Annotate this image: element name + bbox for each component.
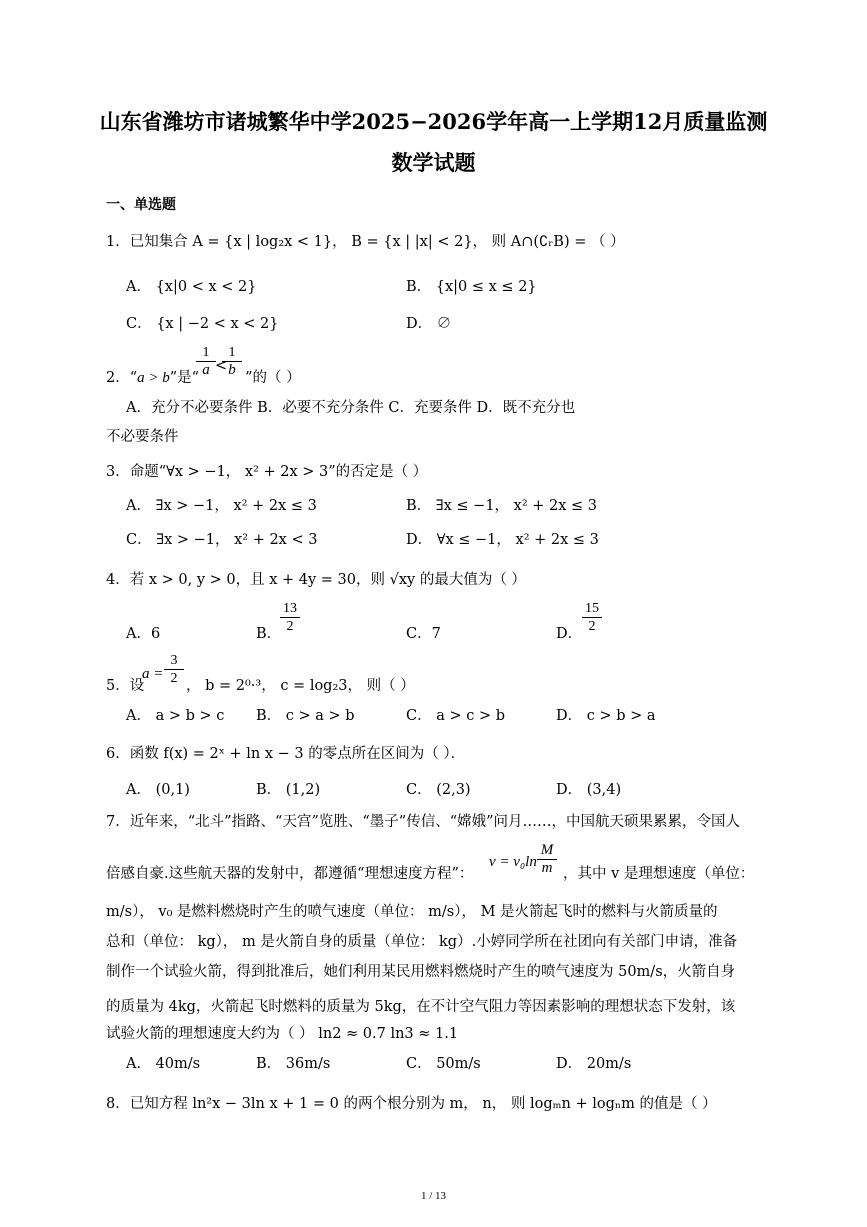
question-2-condition: a > b [137, 370, 170, 386]
question-5-option-a: A． a > b > c [126, 708, 225, 724]
question-7-line-5: 制作一个试验火箭，得到批准后，她们利用某民用燃料燃烧时产生的喷气速度为 50m/s，火箭自身 [106, 964, 736, 980]
fraction-denominator: a [202, 362, 210, 378]
question-7-line-2-prefix: 倍感自豪.这些航天器的发射中，都遵循“理想速度方程”： [106, 866, 474, 882]
question-7-option-d: D． 20m/s [556, 1056, 632, 1072]
question-3-option-c: C． ∃x > −1， x² + 2x < 3 [126, 532, 318, 548]
question-2-prefix: 2．“ [106, 370, 138, 386]
question-1-option-c: C． {x | −2 < x < 2} [126, 316, 279, 332]
question-7-formula-lhs: v = v₀ln [489, 854, 537, 870]
section-heading: 一、单选题 [106, 197, 176, 213]
question-4-stem: 4．若 x > 0, y > 0，且 x + 4y = 30，则 √xy 的最大值为（ ） [106, 572, 526, 588]
question-7-option-a: A． 40m/s [126, 1056, 201, 1072]
question-4-option-c: C．7 [406, 626, 441, 642]
fraction-denominator: 2 [286, 619, 294, 634]
question-3-option-b: B． ∃x ≤ −1， x² + 2x ≤ 3 [406, 498, 598, 514]
fraction-numerator: 3 [164, 652, 184, 670]
question-6-option-d: D． (3,4) [556, 782, 622, 798]
question-8-stem: 8．已知方程 ln²x − 3ln x + 1 = 0 的两个根分别为 m， n， 则 logₘn + logₙm 的值是（ ） [106, 1096, 717, 1112]
question-6-stem: 6．函数 f(x) = 2ˣ + ln x − 3 的零点所在区间为（ ）． [106, 746, 466, 762]
question-3-option-a: A． ∃x > −1， x² + 2x ≤ 3 [126, 498, 317, 514]
question-5-option-c: C． a > c > b [406, 708, 505, 724]
question-6-option-c: C． (2,3) [406, 782, 471, 798]
question-1-option-d: D． ∅ [406, 316, 452, 332]
fraction-numerator: 13 [280, 600, 300, 618]
question-4-option-b-label: B． [256, 626, 282, 642]
fraction-numerator: 1 [222, 344, 242, 362]
question-5-stem: ， b = 2⁰·³， c = log₂3， 则（ ） [186, 678, 415, 694]
exam-subtitle: 数学试题 [391, 150, 476, 175]
question-6-option-a: A． (0,1) [126, 782, 190, 798]
question-3-stem: 3．命题“∀x > −1， x² + 2x > 3”的否定是（ ） [106, 464, 428, 480]
fraction-denominator: m [541, 860, 553, 876]
question-3-option-d: D． ∀x ≤ −1， x² + 2x ≤ 3 [406, 532, 599, 548]
question-1-option-a: A． {x|0 < x < 2} [126, 279, 257, 295]
fraction-denominator: b [228, 362, 236, 378]
question-7-line-6: 的质量为 4kg，火箭起飞时燃料的质量为 5kg，在不计空气阻力等因素影响的理想状态下发射，该 [106, 999, 736, 1015]
question-2-fraction-2 [222, 344, 242, 379]
question-1-stem: 1．已知集合 A = {x | log₂x < 1}， B = {x | |x| < 2}， 则 A∩(∁ᵣB) = （ ） [106, 234, 625, 250]
question-1-option-b: B． {x|0 ≤ x ≤ 2} [406, 279, 537, 295]
question-7-option-b: B． 36m/s [256, 1056, 331, 1072]
question-5-option-b: B． c > a > b [256, 708, 355, 724]
question-5-option-d: D． c > b > a [556, 708, 656, 724]
page-number: 1 / 13 [420, 1190, 447, 1202]
less-than-sign: < [215, 358, 228, 374]
question-7-option-c: C． 50m/s [406, 1056, 481, 1072]
question-7-line-7: 试验火箭的理想速度大约为（ ） ln2 ≈ 0.7 ln3 ≈ 1.1 [106, 1026, 459, 1042]
question-7-line-3: m/s）， v₀ 是燃料燃烧时产生的喷气速度（单位： m/s）， M 是火箭起飞时的燃料与火箭质量的 [106, 904, 718, 920]
question-2-mid: ”是“ [169, 370, 200, 386]
fraction-denominator: 2 [588, 619, 596, 634]
question-2-options-continued: 不必要条件 [106, 429, 179, 445]
question-7-formula-fraction [537, 842, 557, 877]
fraction-denominator: 2 [170, 671, 178, 686]
question-7-line-1: 7．近年来，“北斗”指路、“天宫”览胜、“墨子”传信、“嫦娥”问月……，中国航天硕果累累，令国人 [106, 814, 741, 830]
question-7-line-2-suffix: ，其中 v 是理想速度（单位： [563, 866, 755, 882]
question-5-a-fraction [164, 652, 184, 687]
fraction-numerator: 15 [582, 600, 602, 618]
fraction-numerator: 1 [196, 344, 216, 362]
question-5-prefix: 5．设 [106, 678, 145, 694]
question-2-options: A．充分不必要条件 B．必要不充分条件 C．充要条件 D．既不充分也 [126, 400, 576, 416]
question-5-a-lhs: a = [142, 666, 164, 682]
question-4-option-a: A．6 [126, 626, 161, 642]
exam-title: 山东省潍坊市诸城繁华中学2025−2026学年高一上学期12月质量监测 [99, 109, 768, 134]
question-7-line-4: 总和（单位： kg）， m 是火箭自身的质量（单位： kg）.小婷同学所在社团向有关部门申请，准备 [106, 934, 738, 950]
question-4-option-d-fraction [582, 600, 602, 635]
question-2-fraction-1 [196, 344, 216, 379]
question-4-option-d-label: D． [556, 626, 583, 642]
fraction-numerator: M [537, 842, 557, 860]
question-6-option-b: B． (1,2) [256, 782, 321, 798]
question-2-suffix: ”的（ ） [245, 370, 301, 386]
question-4-option-b-fraction [280, 600, 300, 635]
